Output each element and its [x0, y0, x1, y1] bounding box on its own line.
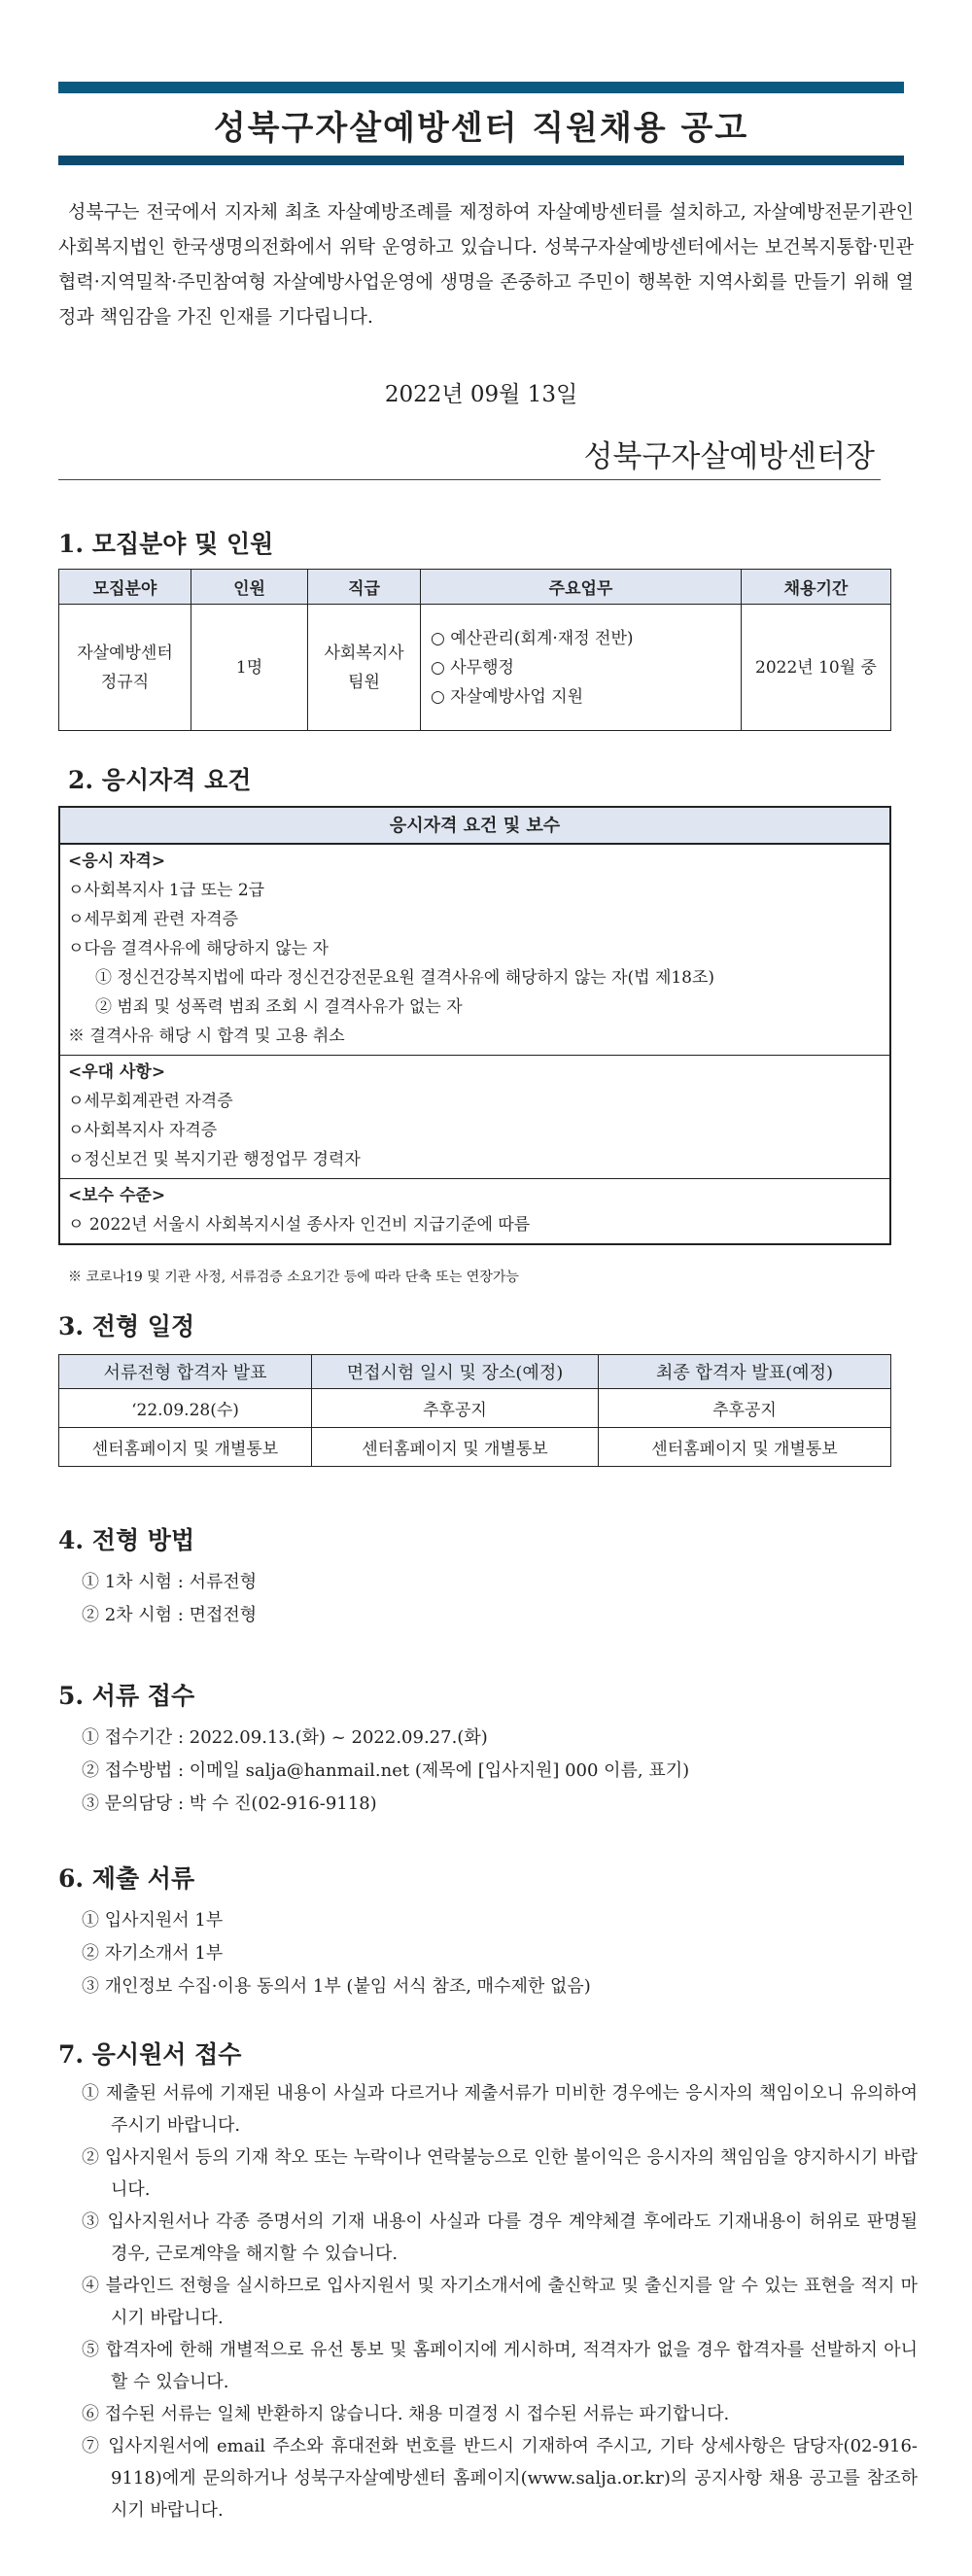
title-top-rule	[58, 82, 904, 93]
list-item: ㅇ세무회계 관련 자격증	[68, 910, 239, 929]
duty-item: ○ 자살예방사업 지원	[431, 686, 584, 707]
list-item: ① 접수기간 : 2022.09.13.(화) ~ 2022.09.27.(화)	[82, 1727, 488, 1748]
page-title: 성북구자살예방센터 직원채용 공고	[213, 109, 749, 148]
section-2-heading: 2. 응시자격 요건	[68, 766, 252, 794]
rank-line: 사회복지사	[324, 643, 404, 663]
list-item: ② 입사지원서 등의 기재 착오 또는 누락이나 연락불능으로 인한 불이익은 응시자의 책임임을 양지하시기 바랍니다.	[82, 2147, 918, 2200]
recruitment-table	[58, 569, 891, 731]
announcement-date: 2022년 09월 13일	[384, 382, 578, 407]
list-item: ① 제출된 서류에 기재된 내용이 사실과 다르거나 제출서류가 미비한 경우에는 응시자의 책임이오니 유의하여 주시기 바랍니다.	[82, 2083, 918, 2136]
rank-cell	[308, 605, 421, 731]
list-item: ⑥ 접수된 서류는 일체 반환하지 않습니다. 채용 미결정 시 접수된 서류는 파기합니다.	[82, 2404, 730, 2424]
list-item: ㅇ 2022년 서울시 사회복지시설 종사자 인건비 지급기준에 따름	[68, 1215, 531, 1235]
duty-item: ○ 사무행정	[431, 657, 514, 678]
table-header: 면접시험 일시 및 장소(예정)	[312, 1355, 599, 1389]
duty-item: ○ 예산관리(회계·재정 전반)	[431, 628, 634, 648]
table-cell: 추후공지	[312, 1389, 599, 1428]
submission-list	[82, 1722, 689, 1821]
table-header-row	[59, 570, 891, 605]
field-line: 자살예방센터	[77, 643, 173, 663]
preference-title: <우대 사항>	[68, 1062, 166, 1082]
section-1-heading: 1. 모집분야 및 인원	[58, 530, 274, 558]
table-cell: 센터홈페이지 및 개별통보	[599, 1428, 891, 1467]
list-item: ㅇ정신보건 및 복지기관 행정업무 경력자	[68, 1150, 361, 1169]
table-header: 주요업무	[421, 570, 742, 605]
qualification-box	[58, 806, 891, 1245]
list-item: ③ 개인정보 수집·이용 동의서 1부 (붙임 서식 참조, 매수제한 없음)	[82, 1976, 591, 1997]
qualification-note: ※ 코로나19 및 기관 사정, 서류검증 소요기간 등에 따라 단축 또는 연장가능	[68, 1270, 519, 1285]
table-cell: 센터홈페이지 및 개별통보	[312, 1428, 599, 1467]
list-item: ② 자기소개서 1부	[82, 1943, 224, 1964]
salary-title: <보수 수준>	[68, 1186, 166, 1205]
list-item: ⑦ 입사지원서에 email 주소와 휴대전화 번호를 반드시 기재하여 주시고, 기타 상세사항은 담당자(02-916-9118)에게 문의하거나 성북구자살예방센터 홈페이지(www.salja.or.kr)의 공지사항 채용 공고를 참조하시기 바랍니다.	[82, 2436, 918, 2521]
intro-paragraph: 성북구는 전국에서 지자체 최초 자살예방조례를 제정하여 자살예방센터를 설치하고, 자살예방전문기관인 사회복지법인 한국생명의전화에서 위탁 운영하고 있습니다. 성북구자살예방센터에서는 보건복지통합·민관협력·지역밀착·주민참여형 자살예방사업운영에 생명을 존중하고 주민이 행복한 지역사회를 만들기 위해 열정과 책임감을 가진 인재를 기다립니다.	[58, 201, 914, 328]
eligibility-note: ※ 결격사유 해당 시 합격 및 고용 취소	[68, 1027, 345, 1046]
list-item: ㅇ세무회계관련 자격증	[68, 1092, 233, 1111]
section-3-heading: 3. 전형 일정	[58, 1312, 195, 1340]
table-header: 모집분야	[59, 570, 191, 605]
table-header-row	[59, 1355, 891, 1389]
table-header: 최종 합격자 발표(예정)	[599, 1355, 891, 1389]
count-cell: 1명	[191, 605, 308, 731]
list-item: ㅇ사회복지사 1급 또는 2급	[68, 881, 265, 900]
table-row	[59, 1389, 891, 1428]
qualification-box-title: 응시자격 요건 및 보수	[60, 808, 889, 845]
list-item: ㅇ다음 결격사유에 해당하지 않는 자	[68, 939, 329, 958]
field-cell	[59, 605, 191, 731]
table-row	[59, 1428, 891, 1467]
signer-name: 성북구자살예방센터장	[583, 439, 875, 474]
rank-line: 팀원	[348, 672, 380, 692]
documents-list	[82, 1904, 591, 2003]
list-item: ① 입사지원서 1부	[82, 1910, 224, 1931]
list-item: ② 2차 시험 : 면접전형	[82, 1605, 258, 1625]
list-item: ④ 블라인드 전형을 실시하므로 입사지원서 및 자기소개서에 출신학교 및 출신지를 알 수 있는 표현을 적지 마시기 바랍니다.	[82, 2276, 918, 2328]
table-cell: ‘22.09.28(수)	[59, 1389, 312, 1428]
section-6-heading: 6. 제출 서류	[58, 1864, 195, 1893]
table-header: 직급	[308, 570, 421, 605]
salary-block	[60, 1178, 889, 1243]
section-7-heading: 7. 응시원서 접수	[58, 2040, 242, 2069]
list-item: ① 1차 시험 : 서류전형	[82, 1572, 258, 1592]
schedule-table	[58, 1354, 891, 1467]
list-item: ⑤ 합격자에 한해 개별적으로 유선 통보 및 홈페이지에 게시하며, 적격자가 없을 경우 합격자를 선발하지 아니할 수 있습니다.	[82, 2340, 918, 2392]
eligibility-block	[60, 845, 889, 1055]
list-item: ㅇ사회복지사 자격증	[68, 1121, 218, 1140]
field-line: 정규직	[100, 672, 150, 692]
title-bottom-rule	[58, 156, 904, 165]
table-row	[59, 605, 891, 731]
selection-method-list	[82, 1566, 257, 1632]
list-item: ② 접수방법 : 이메일 salja@hanmail.net (제목에 [입사지원] 000 이름, 표기)	[82, 1760, 690, 1781]
signer-underline	[58, 479, 881, 480]
preference-block	[60, 1055, 889, 1178]
section-5-heading: 5. 서류 접수	[58, 1682, 195, 1710]
table-cell: 센터홈페이지 및 개별통보	[59, 1428, 312, 1467]
list-item: ③ 문의담당 : 박 수 진(02-916-9118)	[82, 1793, 377, 1814]
table-header: 서류전형 합격자 발표	[59, 1355, 312, 1389]
duties-cell	[421, 605, 742, 731]
list-item: ② 범죄 및 성폭력 범죄 조회 시 결격사유가 없는 자	[95, 997, 463, 1017]
section-4-heading: 4. 전형 방법	[58, 1526, 195, 1554]
eligibility-title: <응시 자격>	[68, 852, 166, 871]
application-notes-list	[82, 2077, 918, 2526]
table-header: 채용기간	[742, 570, 891, 605]
table-cell: 추후공지	[599, 1389, 891, 1428]
list-item: ③ 입사지원서나 각종 증명서의 기재 내용이 사실과 다를 경우 계약체결 후에라도 기재내용이 허위로 판명될 경우, 근로계약을 해지할 수 있습니다.	[82, 2211, 918, 2264]
list-item: ① 정신건강복지법에 따라 정신건강전문요원 결격사유에 해당하지 않는 자(법 제18조)	[95, 968, 715, 988]
period-cell: 2022년 10월 중	[742, 605, 891, 731]
table-header: 인원	[191, 570, 308, 605]
